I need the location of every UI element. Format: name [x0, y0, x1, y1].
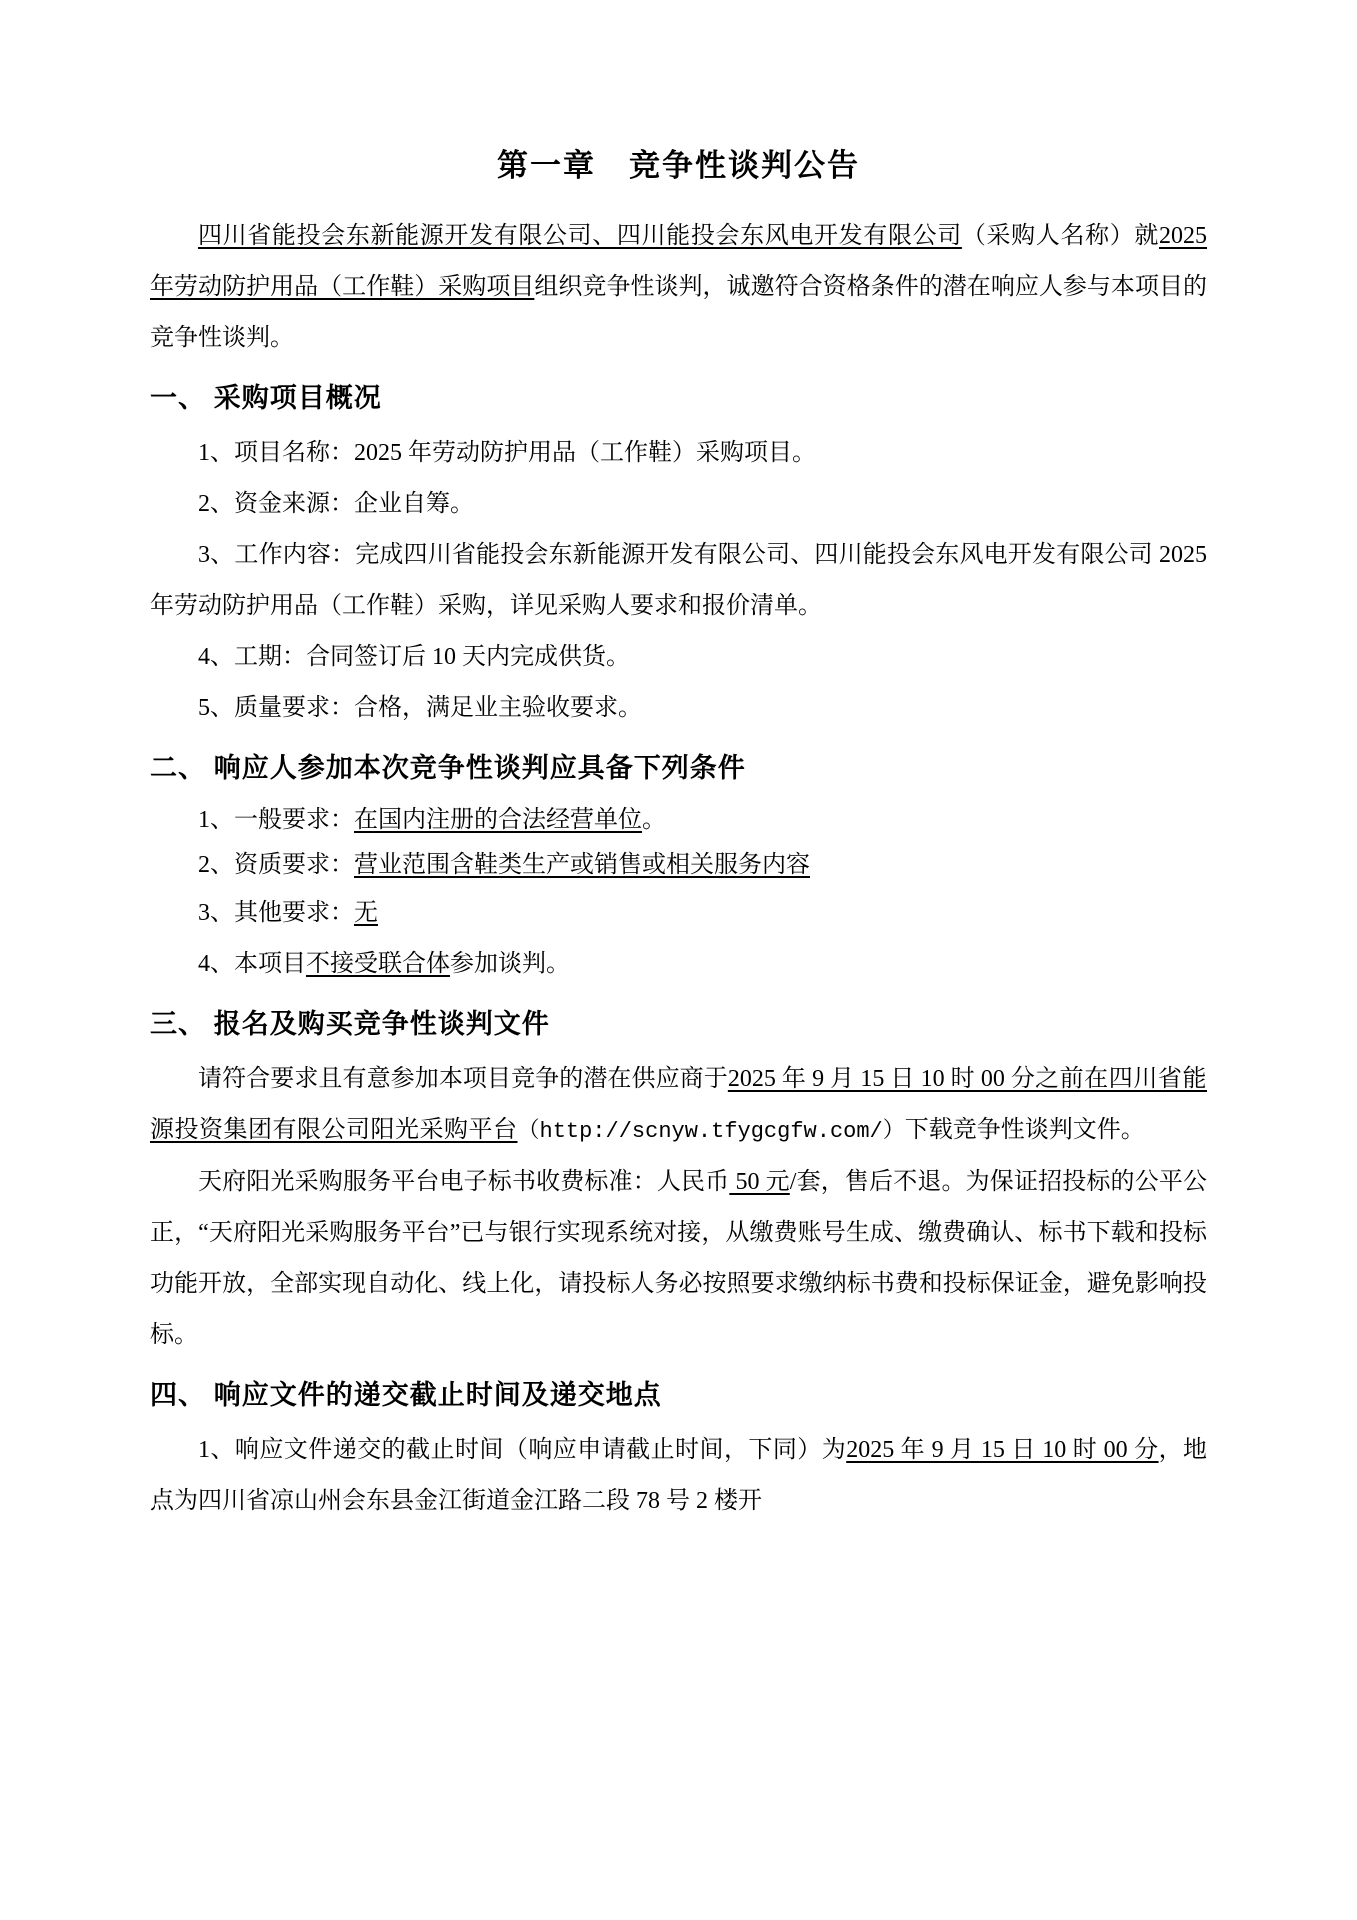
section-1-item-1: 1、项目名称：2025 年劳动防护用品（工作鞋）采购项目。 [198, 440, 816, 466]
s3p1-deadline: 2025 年 9 月 15 日 10 时 00 分 [727, 1066, 1036, 1092]
section-2-item-3-underlined: 无 [354, 900, 378, 926]
s4p1-part-1: 1、响应文件递交的截止时间（响应申请截止时间，下同）为 [198, 1437, 847, 1463]
s3p2-part-3: /套，售后不退。为保证招投标的公平公正，“天府阳光采购服务平台”已与银行实现系统对接，从缴费账号生成、缴费确认、标书下载和投标功能开放，全部实现自动化、线上化，请投标人务必按照要求缴纳标书费和投标保证金，避免影响投标。 [150, 1169, 1208, 1348]
section-1-item-2: 2、资金来源：企业自筹。 [198, 491, 474, 517]
s3p1-part-3: 之前在四川省能源投资集团有限公司阳光采购平台 [150, 1066, 1208, 1143]
s3p2-fee: 50 元 [729, 1169, 790, 1195]
section-2-item-1-suffix: 。 [642, 807, 666, 833]
section-4-paragraph-1 [150, 1425, 1207, 1527]
section-1-item-4: 4、工期：合同签订后 10 天内完成供货。 [198, 644, 630, 670]
section-heading-2: 二、 响应人参加本次竞争性谈判应具备下列条件 [150, 753, 746, 783]
s3p2-part-1: 天府阳光采购服务平台电子标书收费标准：人民币 [198, 1169, 730, 1195]
section-1-item-3: 3、工作内容：完成四川省能投会东新能源开发有限公司、四川能投会东风电开发有限公司 2025 年劳动防护用品（工作鞋）采购，详见采购人要求和报价清单。 [150, 542, 1207, 619]
intro-text-a: （采购人名称）就 [961, 223, 1160, 249]
section-2-item-1-underlined: 在国内注册的合法经营单位 [354, 807, 642, 833]
section-2-item-4-prefix: 4、本项目 [198, 951, 306, 977]
s3p1-part-1: 请符合要求且有意参加本项目竞争的潜在供应商于 [198, 1066, 728, 1092]
section-heading-4: 四、 响应文件的递交截止时间及递交地点 [150, 1380, 662, 1410]
s4p1-deadline: 2025 年 9 月 15 日 10 时 00 分 [846, 1437, 1159, 1463]
section-3-paragraph-1 [150, 1054, 1207, 1157]
section-2-item-3-prefix: 3、其他要求： [198, 900, 354, 926]
section-2-item-4-suffix: 参加谈判。 [450, 951, 570, 977]
intro-purchaser: 四川省能投会东新能源开发有限公司、四川能投会东风电开发有限公司 [198, 223, 962, 249]
section-2-item-2-underlined: 营业范围含鞋类生产或销售或相关服务内容 [354, 852, 810, 878]
intro-paragraph [150, 211, 1207, 364]
s3p1-part-5: 下载竞争性谈判文件。 [904, 1117, 1145, 1143]
section-heading-1: 一、 采购项目概况 [150, 383, 382, 413]
section-2-item-2-prefix: 2、资质要求： [198, 852, 354, 878]
section-2-item-1 [150, 798, 1207, 843]
section-2-item-2 [150, 843, 1207, 888]
section-2-item-4 [150, 939, 1207, 990]
section-1-item-5: 5、质量要求：合格，满足业主验收要求。 [198, 695, 642, 721]
section-heading-3: 三、 报名及购买竞争性谈判文件 [150, 1009, 550, 1039]
section-2-item-4-underlined: 不接受联合体 [306, 951, 450, 977]
page-title: 第一章 竞争性谈判公告 [497, 148, 860, 183]
intro-project: 2025 年劳动防护用品（工作鞋）采购项目 [150, 223, 1208, 300]
section-2-item-1-prefix: 1、一般要求： [198, 807, 354, 833]
section-3-paragraph-2 [150, 1157, 1207, 1361]
s3p1-platform-url: （http://scnyw.tfygcgfw.com/） [517, 1119, 905, 1144]
section-2-item-3 [150, 888, 1207, 939]
s4p1-part-3: ，地点为四川省凉山州会东县金江街道金江路二段 78 号 2 楼开 [150, 1437, 1208, 1514]
intro-text-b: 组织竞争性谈判，诚邀符合资格条件的潜在响应人参与本项目的竞争性谈判。 [150, 274, 1208, 351]
